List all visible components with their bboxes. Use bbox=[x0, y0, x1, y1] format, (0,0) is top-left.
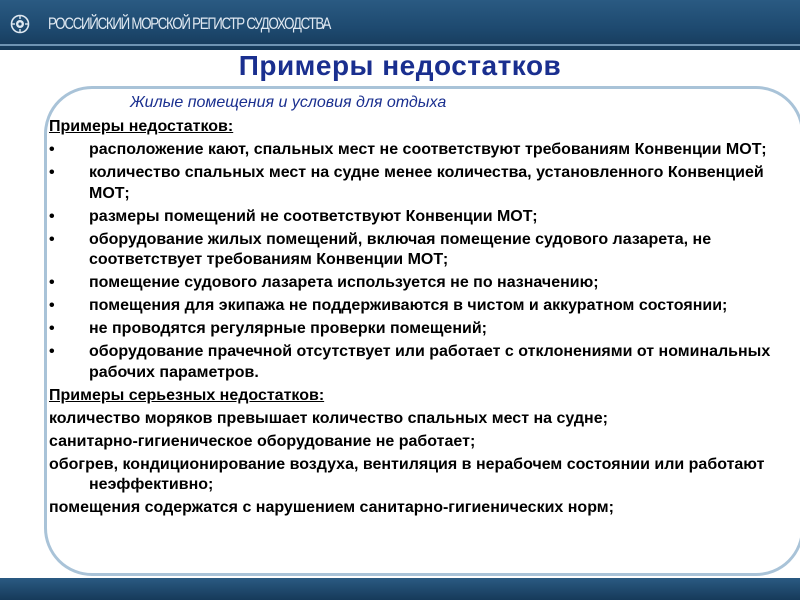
footer-bar bbox=[0, 578, 800, 600]
list-item: помещения содержатся с нарушением санитарно-гигиенических норм; bbox=[49, 499, 614, 516]
list-item: • помещения для экипажа не поддерживаются в чистом и аккуратном состоянии; bbox=[49, 296, 789, 317]
organization-name: РОССИЙСКИЙ МОРСКОЙ РЕГИСТР СУДОХОДСТВА bbox=[48, 14, 331, 33]
bullet-marker: • bbox=[49, 320, 55, 337]
list-item: • оборудование жилых помещений, включая помещение судового лазарета, не соответствует требованиям Конвенции МОТ; bbox=[49, 230, 712, 268]
list-item: • размеры помещений не соответствуют Конвенции МОТ; bbox=[49, 207, 789, 228]
header-bar bbox=[0, 0, 800, 50]
list-item: • помещение судового лазарета используется не по назначению; bbox=[49, 273, 789, 294]
bullet-marker: • bbox=[49, 343, 55, 360]
section-heading-serious-deficiencies: Примеры серьезных недостатков: bbox=[49, 386, 325, 404]
bullet-marker: • bbox=[49, 141, 55, 158]
section-heading-deficiencies: Примеры недостатков: bbox=[49, 118, 234, 135]
bullet-marker: • bbox=[49, 297, 55, 314]
list-item: • расположение кают, спальных мест не соответствуют требованиям Конвенции МОТ; bbox=[49, 140, 789, 161]
bullet-marker: • bbox=[49, 164, 55, 181]
header-stripe bbox=[0, 44, 800, 46]
bullet-marker: • bbox=[49, 207, 55, 225]
page-subtitle: Жилые помещения и условия для отдыха bbox=[130, 94, 447, 111]
list-item: количество моряков превышает количество спальных мест на судне; bbox=[49, 409, 608, 427]
list-item: санитарно-гигиеническое оборудование не работает; bbox=[49, 432, 476, 450]
page-title: Примеры недостатков bbox=[238, 50, 562, 81]
content-body bbox=[49, 117, 789, 521]
list-item: обогрев, кондиционирование воздуха, вентиляция в нерабочем состоянии или работают неэффективно; bbox=[49, 455, 765, 493]
list-item: • не проводятся регулярные проверки помещений; bbox=[49, 319, 789, 340]
list-item: • количество спальных мест на судне менее количества, установленного Конвенцией МОТ; bbox=[49, 164, 764, 202]
list-item: • оборудование прачечной отсутствует или работает с отклонениями от номинальных рабочих параметров. bbox=[49, 343, 771, 381]
register-logo-icon bbox=[10, 14, 30, 34]
bullet-marker: • bbox=[49, 230, 55, 248]
bullet-marker: • bbox=[49, 274, 55, 291]
